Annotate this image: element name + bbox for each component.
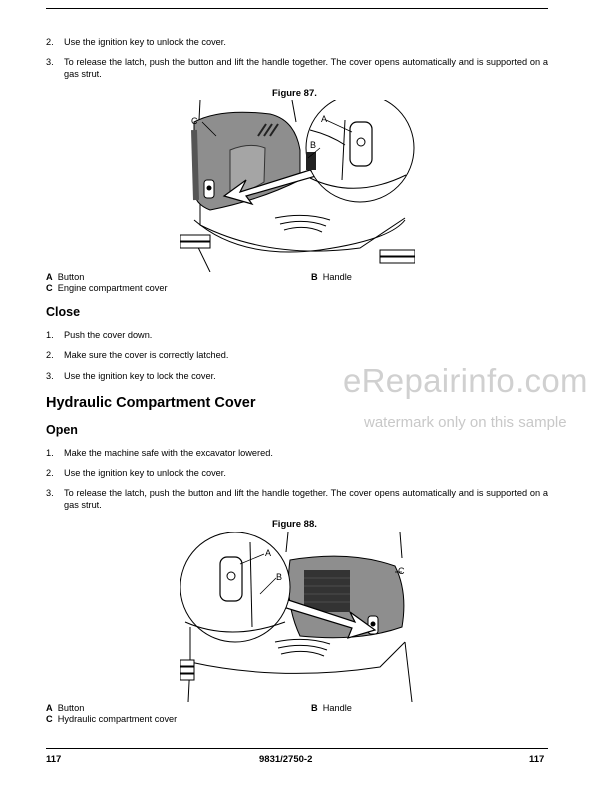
step-number: 2. — [46, 37, 54, 47]
step-number: 1. — [46, 448, 54, 458]
legend-item — [46, 714, 177, 725]
page-number-right: 117 — [529, 754, 545, 765]
legend-key: B — [311, 272, 318, 282]
step-number: 1. — [46, 330, 54, 340]
step-number: 3. — [46, 371, 54, 381]
legend-label: Hydraulic compartment cover — [57, 714, 178, 724]
watermark-main: eRepairinfo.com — [343, 362, 588, 399]
step-number: 3. — [46, 57, 54, 67]
step-text: Use the ignition key to lock the cover. — [64, 371, 216, 381]
legend-item — [46, 272, 84, 283]
step-text: Make sure the cover is correctly latched. — [64, 350, 229, 360]
step-text: Push the cover down. — [64, 330, 153, 340]
legend-label: Engine compartment cover — [57, 283, 168, 293]
legend-key: A — [46, 703, 53, 713]
legend-item — [46, 703, 84, 714]
legend-key: C — [46, 714, 53, 724]
callout-c: C — [191, 116, 198, 126]
close-heading: Close — [46, 305, 81, 319]
callout-a: A — [321, 114, 328, 124]
legend-item — [311, 272, 352, 283]
step-text: Make the machine safe with the excavator lowered. — [64, 448, 273, 458]
callout-b: B — [310, 140, 317, 150]
legend-label: Button — [57, 703, 85, 713]
figure-87-illustration — [180, 100, 415, 272]
document-code: 9831/2750-2 — [259, 754, 313, 765]
callout-c: C — [398, 566, 405, 576]
step-text: To release the latch, push the button and lift the handle together. The cover opens automatically and is supported on a gas strut. — [64, 57, 548, 79]
legend-label: Handle — [322, 272, 352, 282]
footer-rule — [46, 748, 548, 749]
legend-item — [46, 283, 168, 294]
callout-a: A — [265, 548, 272, 558]
top-rule — [46, 8, 548, 9]
legend-label: Button — [57, 272, 85, 282]
step-text: To release the latch, push the button and lift the handle together. The cover opens automatically and is supported on a gas strut. — [64, 488, 548, 510]
step-text: Use the ignition key to unlock the cover. — [64, 468, 226, 478]
callout-b: B — [276, 572, 283, 582]
watermark-sub: watermark only on this sample — [364, 414, 567, 431]
legend-label: Handle — [322, 703, 352, 713]
step-number: 3. — [46, 488, 54, 498]
figure-88-illustration — [180, 532, 415, 702]
step-number: 2. — [46, 468, 54, 478]
legend-key: A — [46, 272, 53, 282]
section-heading: Hydraulic Compartment Cover — [46, 395, 256, 411]
open-subheading: Open — [46, 423, 78, 437]
legend-key: C — [46, 283, 53, 293]
step-number: 2. — [46, 350, 54, 360]
figure-88-caption: Figure 88. — [272, 519, 317, 530]
step-text: Use the ignition key to unlock the cover. — [64, 37, 226, 47]
page-number-left: 117 — [46, 754, 62, 765]
legend-item — [311, 703, 352, 714]
figure-87-caption: Figure 87. — [272, 88, 317, 99]
legend-key: B — [311, 703, 318, 713]
